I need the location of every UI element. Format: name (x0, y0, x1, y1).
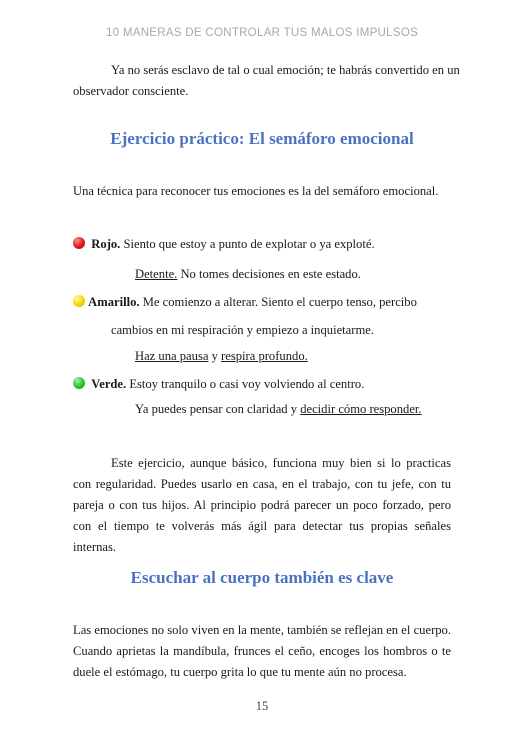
red-light-icon (73, 237, 85, 249)
yellow-light-icon (73, 295, 85, 307)
green-label: Verde. (91, 377, 127, 391)
semaforo-yellow-item (73, 292, 417, 313)
green-action-pre: Ya puedes pensar con claridad y (135, 402, 301, 416)
red-action (135, 264, 361, 285)
green-text: Estoy tranquilo o casi voy volviendo al centro. (126, 377, 365, 391)
yellow-action-part1: Haz una pausa (135, 349, 209, 363)
page-number: 15 (255, 699, 269, 713)
yellow-text-continued: cambios en mi respiración y empiezo a inquietarme. (111, 323, 374, 337)
semaforo-paragraph: Este ejercicio, aunque básico, funciona muy bien si lo practicas con regularidad. Puedes usarlo en casa, en el trabajo, con tu jefe, con tu pareja o con tus hijos. Al principio podrá parecer un poco forzado, pero con el tiempo te volverás más ágil para detectar tus propias señales internas. (73, 456, 451, 554)
green-action (135, 399, 422, 420)
green-light-icon (73, 377, 85, 389)
semaforo-lead: Una técnica para reconocer tus emociones es la del semáforo emocional. (73, 184, 439, 198)
intro-line-1: Ya no serás esclavo de tal o cual emoción; te habrás convertido en un (111, 63, 460, 77)
section-heading-semaforo: Ejercicio práctico: El semáforo emocional (110, 129, 414, 148)
green-action-underlined: decidir cómo responder. (300, 402, 422, 416)
cuerpo-paragraph: Las emociones no solo viven en la mente, también se reflejan en el cuerpo. Cuando aprietas la mandíbula, frunces el ceño, encoges los hombros o te duele el estómago, tu cuerpo grita lo que tu mente aún no procesa. (73, 623, 451, 679)
yellow-text: Me comienzo a alterar. Siento el cuerpo tenso, percibo (139, 295, 417, 309)
running-header: 10 MANERAS DE CONTROLAR TUS MALOS IMPULSOS (105, 27, 419, 39)
red-label: Rojo. (91, 237, 121, 251)
red-action-underlined: Detente. (135, 267, 178, 281)
yellow-action (135, 346, 308, 367)
red-action-rest: No tomes decisiones en este estado. (177, 267, 361, 281)
semaforo-red-item (73, 234, 375, 255)
semaforo-green-item (73, 374, 364, 395)
section-heading-cuerpo: Escuchar al cuerpo también es clave (130, 568, 394, 587)
yellow-action-join: y (208, 349, 222, 363)
intro-line-2: observador consciente. (73, 84, 189, 98)
red-text: Siento que estoy a punto de explotar o ya exploté. (120, 237, 375, 251)
yellow-label: Amarillo. (88, 295, 140, 309)
yellow-action-part2: respira profundo. (221, 349, 308, 363)
